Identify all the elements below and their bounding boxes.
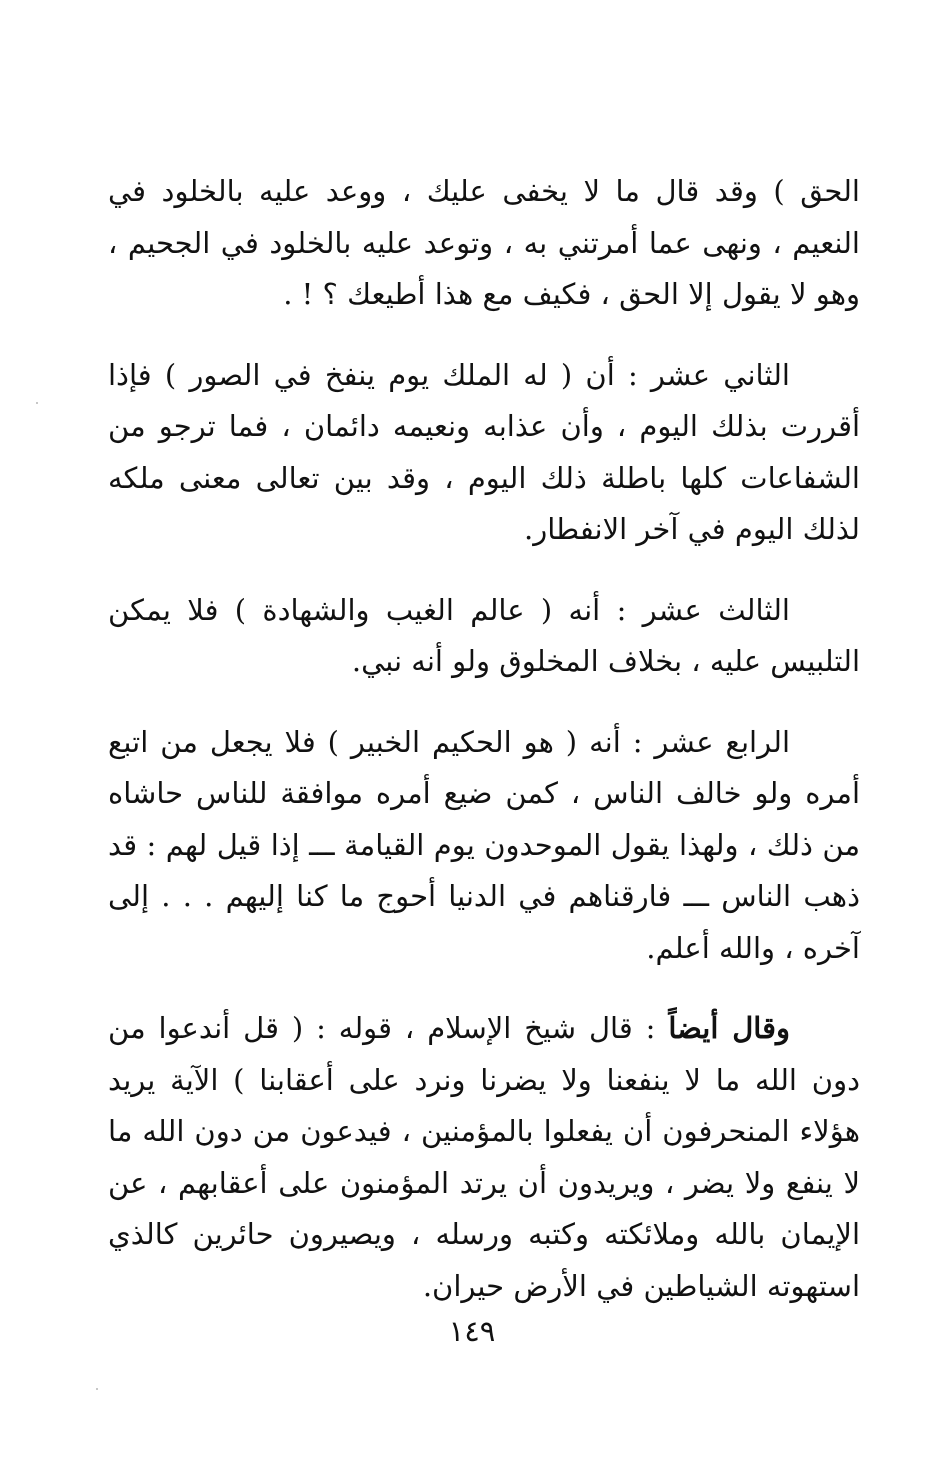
- paragraph-text: الحق ) وقد قال ما لا يخفى عليك ، ووعد عليه بالخلود في النعيم ، ونهى عما أمرتني به ، وتوعد عليه بالخلود في الجحيم ، وهو لا يقول إلا الحق ، فكيف مع هذا أطيعك ؟ ! .: [108, 174, 860, 311]
- paragraph-twelfth: [108, 350, 860, 556]
- paragraph-also-said: [108, 1003, 860, 1312]
- paragraph-continuation: [108, 166, 860, 321]
- paragraph-lead-bold: وقال أيضاً: [668, 1011, 790, 1045]
- paragraph-text: الثالث عشر : أنه ( عالم الغيب والشهادة ) فلا يمكن التلبيس عليه ، بخلاف المخلوق ولو أنه نبي.: [108, 592, 860, 678]
- paragraph-thirteenth: [108, 585, 860, 688]
- page-number: ١٤٩: [448, 1314, 496, 1348]
- scan-speck: [96, 1388, 98, 1390]
- scan-speck: [36, 402, 38, 404]
- paragraph-text: : قال شيخ الإسلام ، قوله : ( قل أندعوا من دون الله ما لا ينفعنا ولا يضرنا ونرد على أعقابنا ) الآية يريد هؤلاء المنحرفون أن يفعلوا بالمؤمنين ، فيدعون من دون الله ما لا ينفع ولا يضر ، ويريدون أن يرتد المؤمنون على أعقابهم ، عن الإيمان بالله وملائكته وكتبه ورسله ، ويصيرون حائرين كالذي استهوته الشياطين في الأرض حيران.: [108, 1011, 860, 1303]
- body-text: [108, 166, 860, 1312]
- paragraph-fourteenth: [108, 717, 860, 975]
- paragraph-text: الثاني عشر : أن ( له الملك يوم ينفخ في الصور ) فإذا أقررت بذلك اليوم ، وأن عذابه ونعيمه دائمان ، فما ترجو من الشفاعات كلها باطلة ذلك اليوم ، وقد بين تعالى معنى ملكه لذلك اليوم في آخر الانفطار.: [108, 357, 860, 546]
- paragraph-text: الرابع عشر : أنه ( هو الحكيم الخبير ) فلا يجعل من اتبع أمره ولو خالف الناس ، كمن ضيع أمره موافقة للناس حاشاه من ذلك ، ولهذا يقول الموحدون يوم القيامة ـــ إذا قيل لهم : قد ذهب الناس ـــ فارقناهم في الدنيا أحوج ما كنا إليهم . . . إلى آخره ، والله أعلم.: [108, 724, 860, 965]
